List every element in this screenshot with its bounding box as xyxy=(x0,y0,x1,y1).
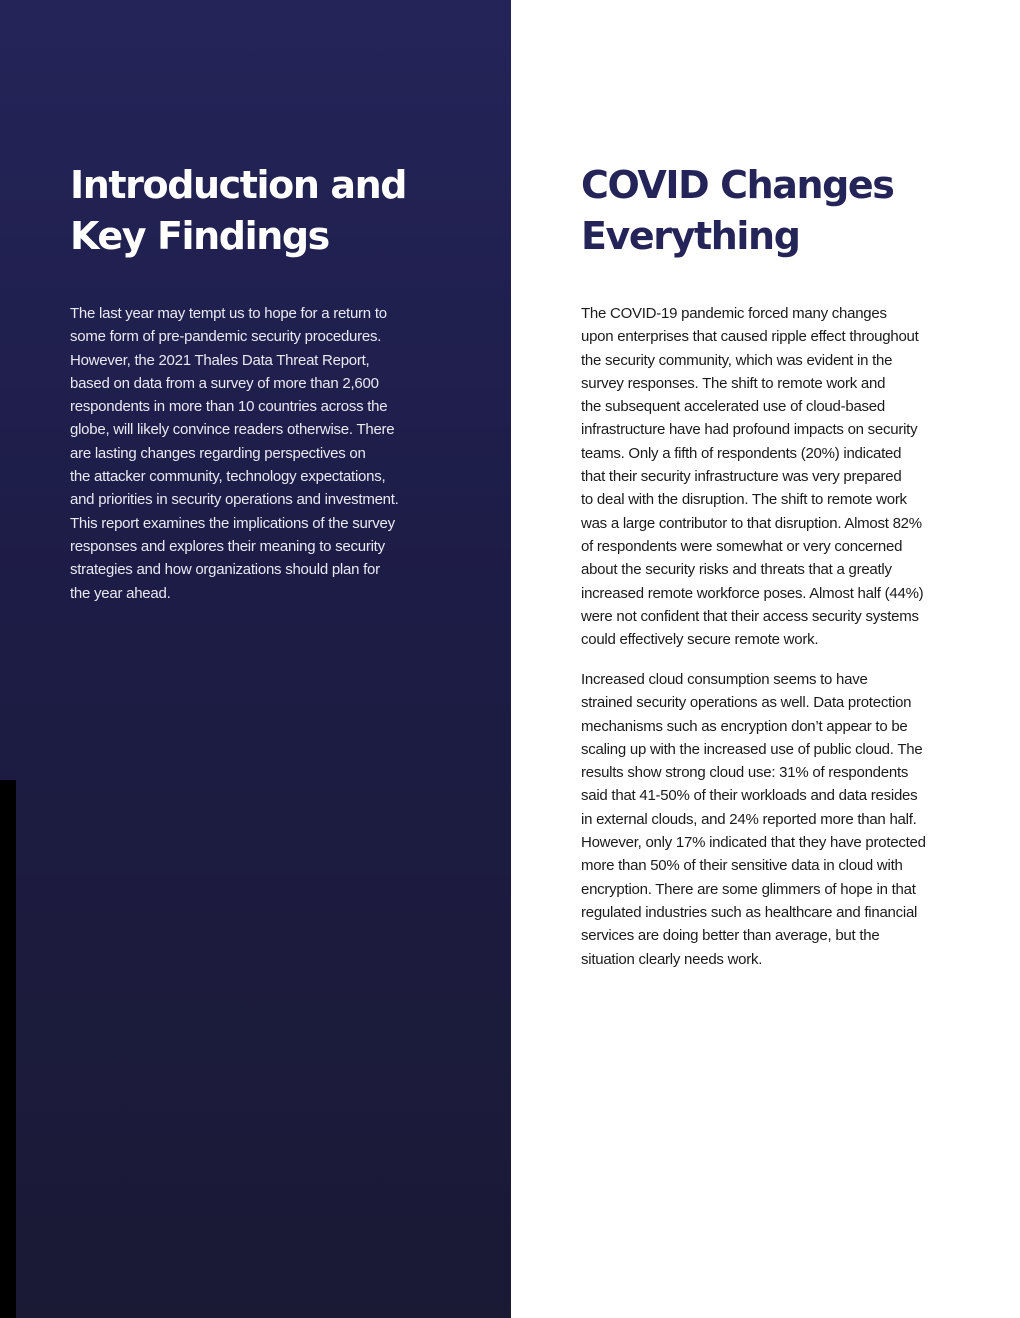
heading-line: Everything xyxy=(581,214,800,258)
section-heading-covid xyxy=(581,160,941,262)
heading-line: Key Findings xyxy=(70,214,329,258)
introduction-paragraph: The last year may tempt us to hope for a return to some form of pre-pandemic security procedures. However, the 2021 Thales Data Threat Report, based on data from a survey of more than 2,600 respondents in more than 10 countries across the globe, will likely convince readers otherwise. There are lasting changes regarding perspectives on the attacker community, technology expectations, and priorities in security operations and investment. This report examines the implications of the survey responses and explores their meaning to security strategies and how organizations should plan for the year ahead. xyxy=(70,305,399,602)
heading-line: COVID Changes xyxy=(581,163,894,207)
covid-paragraph-1: The COVID-19 pandemic forced many changes upon enterprises that caused ripple effect throughout the security community, which was evident in the survey responses. The shift to remote work and the subsequent accelerated use of cloud-based infrastructure have had profound impacts on security teams. Only a fifth of respondents (20%) indicated that their security infrastructure was very prepared to deal with the disruption. The shift to remote work was a large contributor to that disruption. Almost 82% of respondents were somewhat or very concerned about the security risks and threats that a greatly increased remote workforce poses. Almost half (44%) were not confident that their access security systems could effectively secure remote work. xyxy=(581,305,924,649)
heading-line: Introduction and xyxy=(70,163,407,207)
section-heading-introduction xyxy=(70,160,430,262)
edge-bar xyxy=(0,780,16,1318)
covid-paragraph-2: Increased cloud consumption seems to have strained security operations as well. Data protection mechanisms such as encryption don’t appear to be scaling up with the increased use of public cloud. The results show strong cloud use: 31% of respondents said that 41-50% of their workloads and data resides in external clouds, and 24% reported more than half. However, only 17% indicated that they have protected more than 50% of their sensitive data in cloud with encryption. There are some glimmers of hope in that regulated industries such as healthcare and financial services are doing better than average, but the situation clearly needs work. xyxy=(581,671,926,968)
page-mark xyxy=(872,66,938,80)
